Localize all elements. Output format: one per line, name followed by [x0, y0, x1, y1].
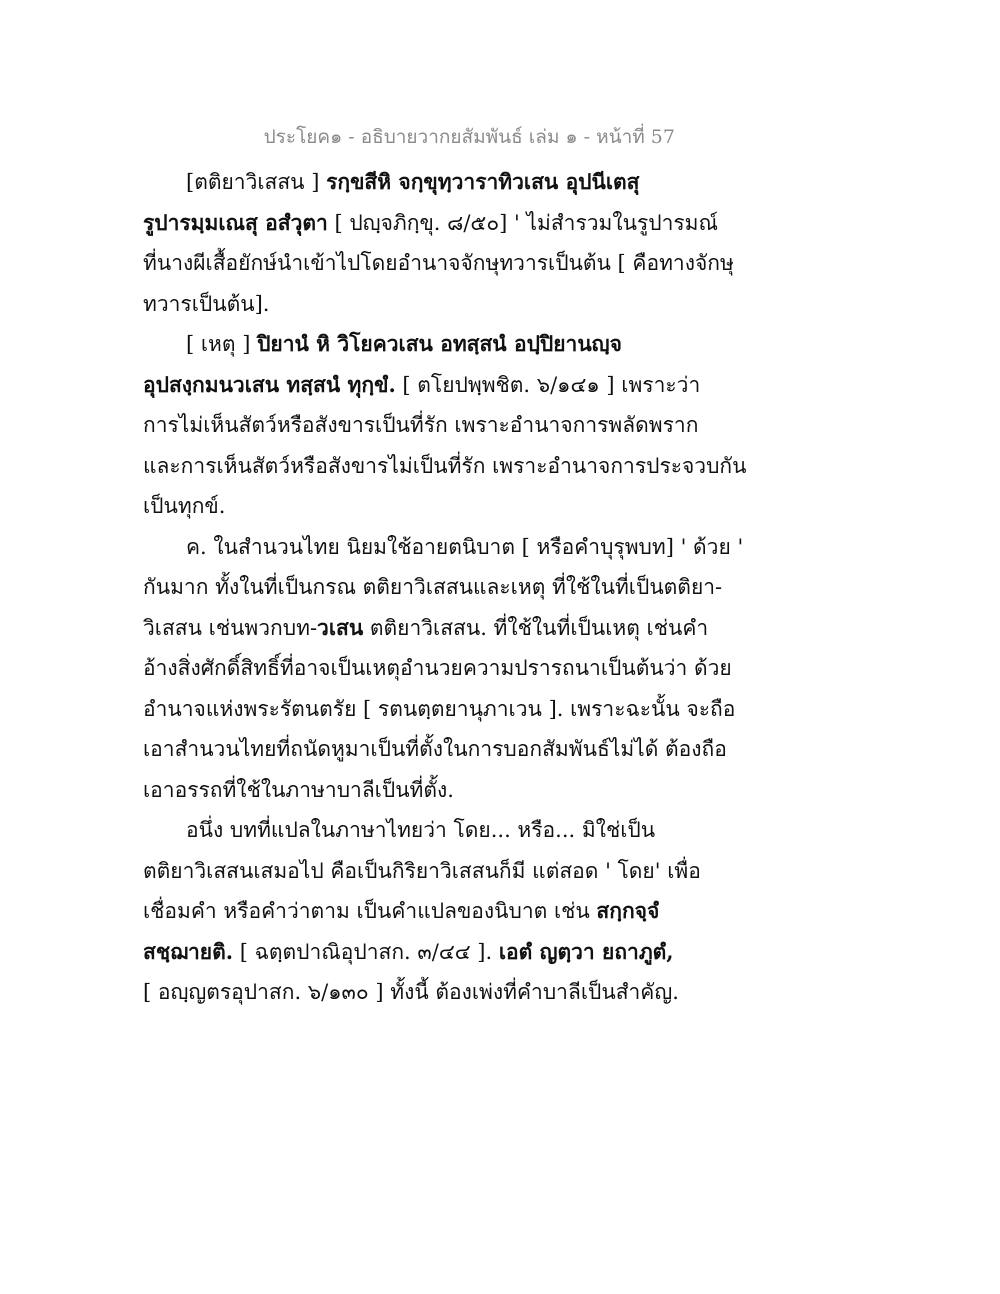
- page-header: ประโยค๑ - อธิบายวากยสัมพันธ์ เล่ม ๑ - หน้าที่ 57: [263, 126, 675, 148]
- text-line: รูปารมฺมเณสุ อสํวุตา [ ปญฺจภิกฺขุ. ๘/๕๐] ' ไม่สำรวมในรูปารมณ์: [143, 209, 718, 235]
- text-line: กันมาก ทั้งในที่เป็นกรณ ตติยาวิเสสนและเหตุ ที่ใช้ในที่เป็นตติยา-: [143, 575, 723, 599]
- text-line: อุปสงฺกมนวเสน ทสฺสนํ ทุกฺขํ. [ ตโยปพฺพชิต. ๖/๑๔๑ ] เพราะว่า: [143, 371, 701, 397]
- text-line: อ้างสิ่งศักดิ์สิทธิ์ที่อาจเป็นเหตุอำนวยความปรารถนาเป็นต้นว่า ด้วย: [143, 656, 732, 680]
- text-line: วิเสสน เช่นพวกบท-วเสน ตติยาวิเสสน. ที่ใช้ในที่เป็นเหตุ เช่นคำ: [143, 614, 709, 640]
- text-line: ทวารเป็นต้น].: [143, 291, 270, 316]
- page-body: [143, 162, 747, 1013]
- text-line: ตติยาวิเสสนเสมอไป คือเป็นกิริยาวิเสสนก็มี แต่สอด ' โดย' เพื่อ: [143, 858, 701, 883]
- text-line: อำนาจแห่งพระรัตนตรัย [ รตนตฺตยานุภาเวน ]. เพราะฉะนั้น จะถือ: [143, 696, 736, 721]
- text-line: [ตติยาวิเสสน ] รกฺขสีหิ จกฺขุทฺวาราทิวเสน อุปนีเตสุ: [186, 169, 640, 194]
- text-line: ค. ในสำนวนไทย นิยมใช้อายตนิบาต [ หรือคำบุรุพบท] ' ด้วย ': [186, 534, 744, 559]
- text-line: เชื่อมคำ หรือคำว่าตาม เป็นคำแปลของนิบาต เช่น สกฺกจฺจํ: [143, 898, 660, 923]
- text-line: สชฺฌายติ. [ ฉตฺตปาณิอุปาสก. ๓/๔๔ ]. เอตํ ญตฺวา ยถาภูตํ,: [143, 938, 674, 964]
- text-line: และการเห็นสัตว์หรือสังขารไม่เป็นที่รัก เพราะอำนาจการประจวบกัน: [143, 453, 747, 478]
- text-line: [ เหตุ ] ปิยานํ หิ วิโยควเสน อทสฺสนํ อปฺปิยานญฺจ: [186, 331, 622, 356]
- text-line: [ อญฺญตรอุปาสก. ๖/๑๓๐ ] ทั้งนี้ ต้องเพ่งที่คำบาลีเป็นสำคัญ.: [143, 980, 679, 1004]
- text-line: เอาสำนวนไทยที่ถนัดหูมาเป็นที่ตั้งในการบอกสัมพันธ์ไม่ได้ ต้องถือ: [143, 737, 727, 761]
- text-line: ที่นางผีเสื้อยักษ์นำเข้าไปโดยอำนาจจักษุทวารเป็นต้น [ คือทางจักษุ: [143, 251, 734, 275]
- text-line: เอาอรรถที่ใช้ในภาษาบาลีเป็นที่ตั้ง.: [143, 777, 454, 802]
- text-line: การไม่เห็นสัตว์หรือสังขารเป็นที่รัก เพราะอำนาจการพลัดพราก: [143, 413, 699, 437]
- text-line: อนึ่ง บทที่แปลในภาษาไทยว่า โดย... หรือ... มิใช่เป็น: [186, 818, 656, 842]
- text-line: เป็นทุกข์.: [143, 494, 226, 518]
